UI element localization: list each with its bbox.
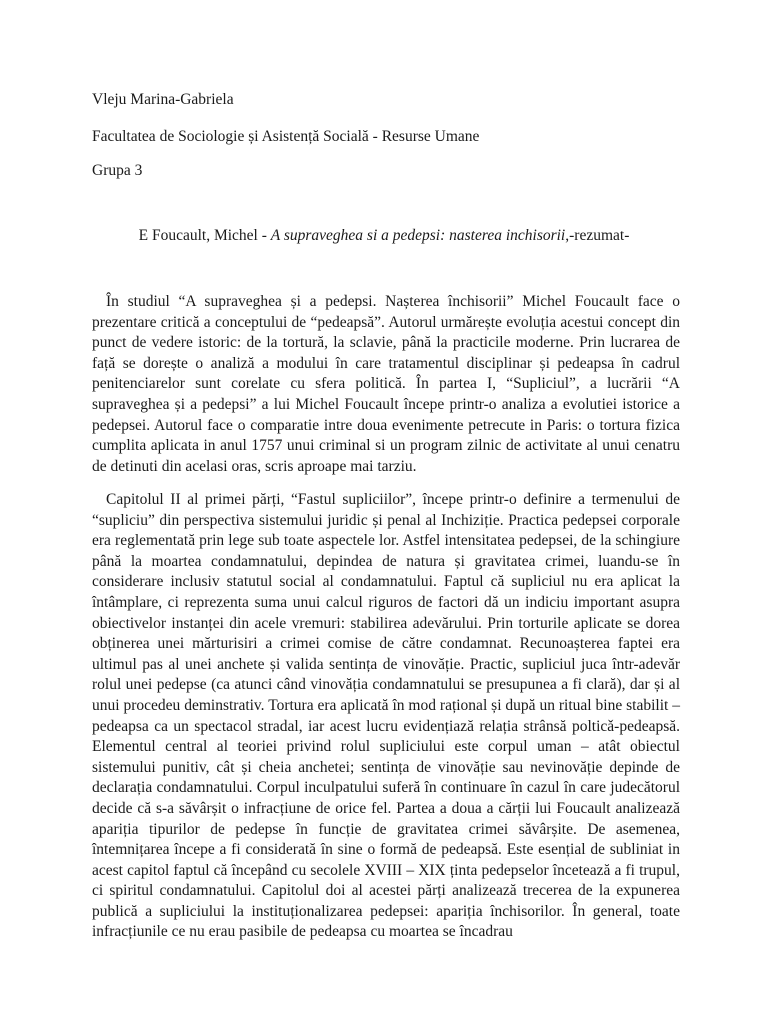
title-suffix: ,-rezumat-	[565, 227, 630, 244]
title-italic: A supraveghea si a pedepsi: nasterea inchisorii	[270, 227, 566, 244]
paragraph-2: Capitolul II al primei părți, “Fastul supliciilor”, începe printr-o definire a termenului de “supliciu” din perspectiva sistemului juridic și penal al Inchiziție. Practica pedepsei corporale era reglementată prin lege sub toate aspectele lor. Astfel intensitatea pedepsei, de la schingiure până la moartea condamnatului, depindea de natura și gravitatea crimei, luandu-se în considerare inclusiv statutul social al condamnatului. Faptul că supliciul nu era aplicat la întâmplare, ci reprezenta suma unui calcul riguros de factori dă un indiciu important asupra obiectivelor instanței din acele vremuri: stabilirea adevărului. Prin torturile aplicate se dorea obținerea unei mărturisiri a crimei comise de către condamnat. Recunoașterea faptei era ultimul pas al unei anchete și valida sentința de vinovăție. Practic, supliciul juca într-adevăr rolul unei pedepse (ca atunci când vinovăția condamnatului se presupunea a fi clară), dar și al unui procedeu deminstrativ. Tortura era aplicată în mod rațional și după un ritual bine stabilit – pedeapsa ca un spectacol stradal, iar acest lucru evidențiază relația strânsă polticǎ-pedeapsă. Elementul central al teoriei privind rolul supliciului este corpul uman – atât obiectul sistemului punitiv, cât și cheia anchetei; sentința de vinovăție sau nevinovăție depinde de declarația condamnatului. Corpul inculpatului suferă în continuare în cazul în care judecătorul decide că s-a săvârșit o infracțiune de orice fel. Partea a doua a cărții lui Foucault analizează apariția tipurilor de pedepse în funcție de gravitatea crimei săvârșite. De asemenea, întemnițarea începe a fi considerată în sine o formă de pedeapsă. Este esențial de subliniat in acest capitol faptul că începând cu secolele XVIII – XIX ținta pedepselor încetează a fi trupul, ci spiritul condamnatului. Capitolul doi al acestei părți analizează trecerea de la expunerea publică a supliciului la instituționalizarea pedepsei: apariția închisorilor. În general, toate infracțiunile ce nu erau pasibile de pedeapsa cu moartea se încadrau	[92, 491, 680, 941]
faculty-name: Facultatea de Sociologie și Asistență Socială - Resurse Umane	[92, 128, 480, 145]
paragraph-1: În studiul “A supraveghea și a pedepsi. Nașterea închisorii” Michel Foucault face o prezentare critică a conceptului de “pedeapsă”. Autorul urmărește evoluția acestui concept din punct de vedere istoric: de la tortură, la sclavie, până la practicile moderne. Prin lucrarea de față se dorește o analiză a modului în care tratamentul disciplinar și pedeapsa în cadrul penitenciarelor sunt corelate cu sfera politică. În partea I, “Supliciul”, a lucrării “A supraveghea și a pedepsi” a lui Michel Foucault începe printr-o analiza a evolutiei istorice a pedepsei. Autorul face o comparatie intre doua evenimente petrecute in Paris: o tortura fizica cumplita aplicata in anul 1757 unui criminal si un program zilnic de activitate al unui cenatru de detinuti din acelasi oras, scris aproape mai tarziu.	[92, 293, 680, 475]
title-prefix: E Foucault, Michel -	[138, 227, 271, 244]
group-label: Grupa 3	[92, 162, 143, 179]
document-title	[0, 226, 768, 246]
author-name: Vleju Marina-Gabriela	[92, 91, 234, 108]
